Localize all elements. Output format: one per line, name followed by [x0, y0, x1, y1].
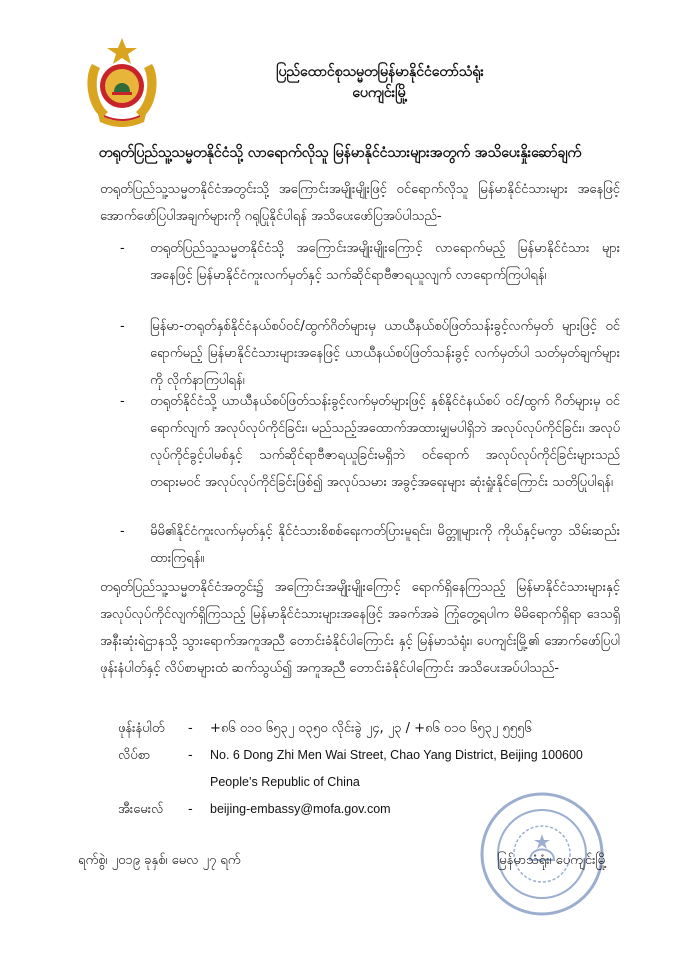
bullet-text: တရုတ်ပြည်သူ့သမ္မတနိုင်ငံသို့ အကြောင်းအမျိုးမျိုးကြောင့် လာရောက်မည့် မြန်မာနိုင်ငံသား များအနေဖြင့် မြန်မာနိုင်ငံကူးလက်မှတ်နှင့် သက်ဆိုင်ရာဗီဇာရယူလျက် လာရောက်ကြပါရန်၊: [150, 241, 620, 283]
letterhead: [180, 62, 580, 104]
signatory: မြန်မာသံရုံး၊ ပေကျင်းမြို့: [497, 853, 608, 868]
address-label: လိပ်စာ: [118, 748, 151, 763]
intro-paragraph: တရုတ်ပြည်သူ့သမ္မတနိုင်ငံအတွင်းသို့ အကြောင်းအမျိုးမျိုးဖြင့် ဝင်ရောက်လိုသူ မြန်မာနိုင်ငံသားများ အနေဖြင့် အောက်ဖော်ပြပါအချက်များကို ဂရုပြုနိုင်ပါရန် အသိပေးဖော်ပြအပ်ပါသည်-: [100, 182, 620, 224]
email-label: အီးမေးလ်: [118, 802, 164, 817]
assistance-paragraph: တရုတ်ပြည်သူ့သမ္မတနိုင်ငံအတွင်း၌ အကြောင်းအမျိုးမျိုးကြောင့် ရောက်ရှိနေကြသည့် မြန်မာနိုင်ငံသားများနှင့် အလုပ်လုပ်ကိုင်လျက်ရှိကြသည့် မြန်မာနိုင်ငံသားများအနေဖြင့် အခက်အခဲ ကြုံတွေ့ရပါက မိမိရောက်ရှိရာ ဒေသရှိအနီးဆုံးရဲဌာနသို့ သွားရောက်အကူအညီ တောင်းခံနိုင်ပါကြောင်း နှင့် မြန်မာသံရုံး၊ ပေကျင်းမြို့၏ အောက်ဖော်ပြပါ ဖုန်းနံပါတ်နှင့် လိပ်စာများထံ ဆက်သွယ်၍ အကူအညီ တောင်းခံနိုင်ပါကြောင်း အသိပေးအပ်ပါသည်-: [100, 580, 620, 676]
address-row: [118, 742, 638, 769]
notice-subject: တရုတ်ပြည်သူ့သမ္မတနိုင်ငံသို့ လာရောက်လိုသူ မြန်မာနိုင်ငံသားများအတွက် အသိပေးနှိုးဆော်ချက်: [98, 145, 582, 161]
phone-row: [118, 715, 638, 742]
list-item: [120, 313, 620, 394]
list-item: [120, 235, 620, 289]
address-line2: People’s Republic of China: [210, 775, 360, 789]
phone-label: ဖုန်းနံပါတ်: [118, 721, 165, 736]
issue-date: ရက်စွဲ၊ ၂၀၁၉ ခုနှစ်၊ မေလ ၂၇ ရက်: [78, 853, 241, 868]
bullet-text: မိမိ၏နိုင်ငံကူးလက်မှတ်နှင့် နိုင်ငံသားစိစစ်ရေးကတ်ပြားမူရင်း၊ မိတ္တူများကို ကိုယ်နှင့်မကွာ သိမ်းဆည်းထားကြရန်။: [150, 524, 620, 566]
address-line1: No. 6 Dong Zhi Men Wai Street, Chao Yang District, Beijing 100600: [210, 748, 583, 762]
email-dash: -: [188, 802, 193, 817]
bullet-dash: -: [120, 524, 125, 539]
bullet-dash: -: [120, 319, 125, 334]
list-item: [120, 518, 620, 572]
email-value[interactable]: beijing-embassy@mofa.gov.com: [210, 802, 391, 816]
state-emblem-icon: [78, 36, 166, 128]
phone-value: +၈၆ ၀၁၀ ၆၅၃၂ ၀၃၅၀ လိုင်းခွဲ ၂၄, ၂၃ / +၈၆ ၀၁၀ ၆၅၃၂ ၅၅၅၆: [210, 721, 532, 736]
bullet-dash: -: [120, 394, 125, 409]
embassy-name: ပြည်ထောင်စုသမ္မတမြန်မာနိုင်ငံတော်သံရုံး: [276, 64, 484, 80]
embassy-city: ပေကျင်းမြို့: [352, 85, 408, 101]
bullet-dash: -: [120, 241, 125, 256]
bullet-text: တရုတ်နိုင်ငံသို့ ယာယီနယ်စပ်ဖြတ်သန်းခွင့်လက်မှတ်များဖြင့် နှစ်နိုင်ငံနယ်စပ် ဝင်/ထွက် ဂိတ်များမှ ဝင်ရောက်လျက် အလုပ်လုပ်ကိုင်ခြင်း၊ မည်သည့်အထောက်အထားမျှမပါရှိဘဲ အလုပ်လုပ်ကိုင်ခြင်း၊ အလုပ်လုပ်ကိုင်ခွင့်ပါမစ်နှင့် သက်ဆိုင်ရာဗီဇာရယူခြင်းမရှိဘဲ ဝင်ရောက် အလုပ်လုပ်ကိုင်ခြင်းများသည် တရားမဝင် အလုပ်လုပ်ကိုင်ခြင်းဖြစ်၍ အလုပ်သမား အခွင့်အရေးများ ဆုံးရှုံးနိုင်ကြောင်း သတိပြုပါရန်၊: [150, 394, 620, 490]
bullet-text: မြန်မာ-တရုတ်နှစ်နိုင်ငံနယ်စပ်ဝင်/ထွက်ဂိတ်များမှ ယာယီနယ်စပ်ဖြတ်သန်းခွင့်လက်မှတ် များဖြင့် ဝင်ရောက်မည့် မြန်မာနိုင်ငံသားများအနေဖြင့် ယာယီနယ်စပ်ဖြတ်သန်းခွင့် လက်မှတ်ပါ သတ်မှတ်ချက်များကို လိုက်နာကြပါရန်၊: [150, 319, 620, 388]
address-dash: -: [188, 748, 193, 763]
phone-dash: -: [188, 721, 193, 736]
list-item: [120, 388, 620, 496]
